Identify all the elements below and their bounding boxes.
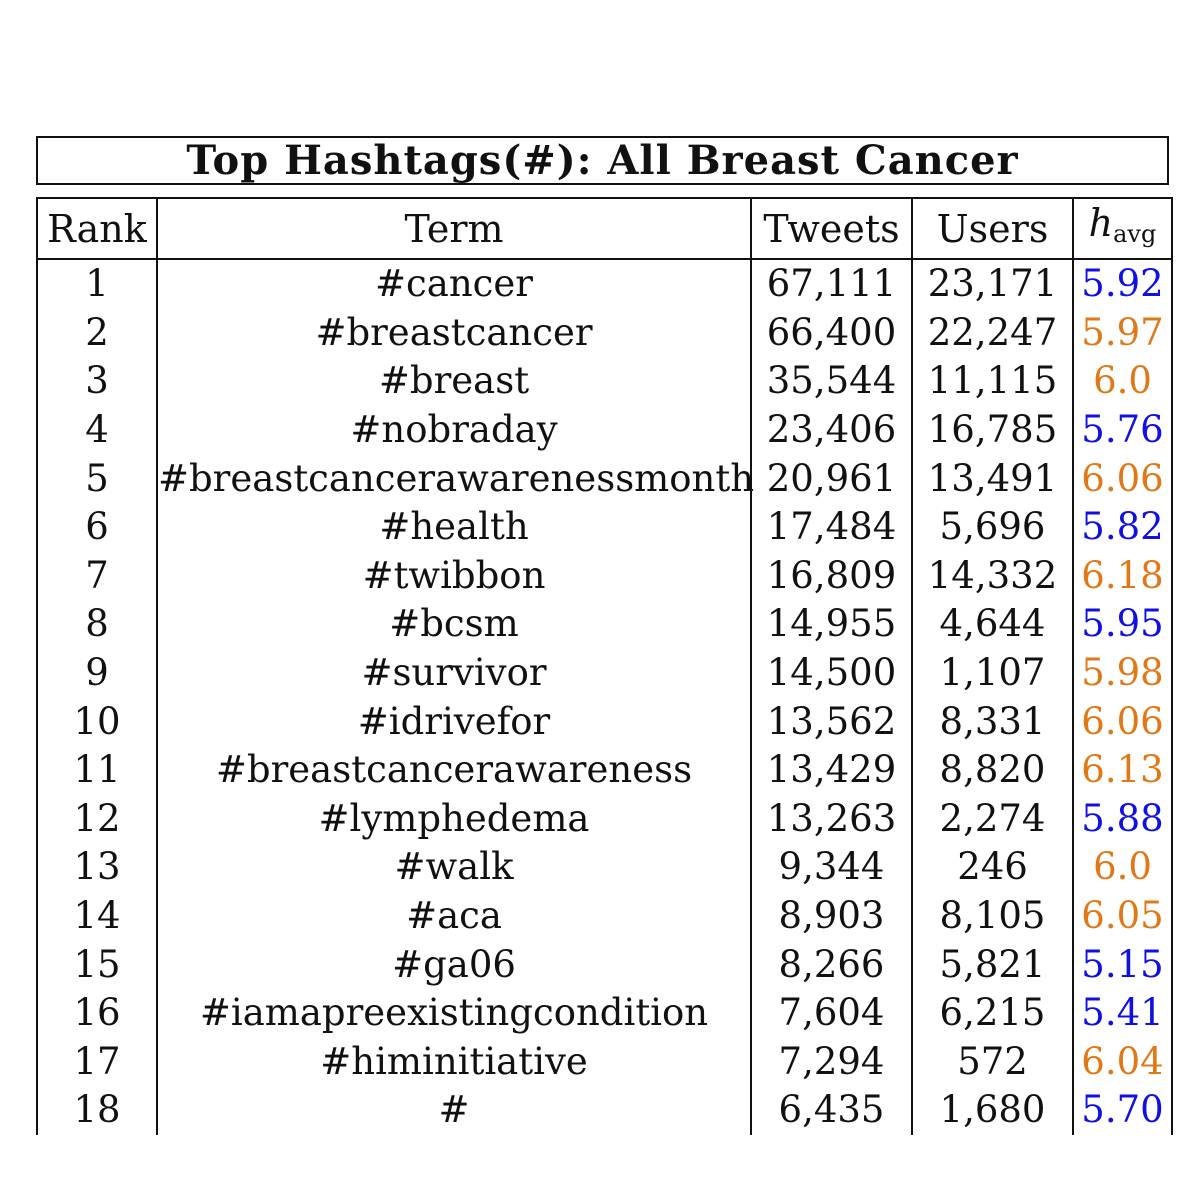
rank-cell: 11 — [37, 746, 157, 795]
rank-cell: 8 — [37, 600, 157, 649]
tweets-cell: 17,484 — [751, 503, 912, 552]
tweets-cell: 7,294 — [751, 1038, 912, 1087]
term-cell: #aca — [157, 892, 751, 941]
table-row — [37, 309, 1172, 358]
tweets-cell: 7,604 — [751, 989, 912, 1038]
havg-cell: 6.0 — [1073, 357, 1172, 406]
table-row — [37, 697, 1172, 746]
tweets-cell: 67,111 — [751, 259, 912, 309]
table-row — [37, 1086, 1172, 1135]
rank-cell: 9 — [37, 649, 157, 698]
tweets-cell: 8,903 — [751, 892, 912, 941]
table-row — [37, 940, 1172, 989]
table-row — [37, 1038, 1172, 1087]
term-cell: #survivor — [157, 649, 751, 698]
tweets-cell: 16,809 — [751, 552, 912, 601]
hashtag-table — [36, 197, 1173, 1135]
rank-cell: 12 — [37, 795, 157, 844]
table-body — [37, 259, 1172, 1135]
users-cell: 1,680 — [912, 1086, 1073, 1135]
users-cell: 5,696 — [912, 503, 1073, 552]
table-row — [37, 989, 1172, 1038]
users-cell: 2,274 — [912, 795, 1073, 844]
users-cell: 8,820 — [912, 746, 1073, 795]
term-cell: #idrivefor — [157, 697, 751, 746]
users-cell: 22,247 — [912, 309, 1073, 358]
term-cell: #cancer — [157, 259, 751, 309]
rank-cell: 14 — [37, 892, 157, 941]
havg-cell: 5.92 — [1073, 259, 1172, 309]
rank-cell: 18 — [37, 1086, 157, 1135]
users-cell: 8,105 — [912, 892, 1073, 941]
users-cell: 8,331 — [912, 697, 1073, 746]
havg-cell: 5.82 — [1073, 503, 1172, 552]
tweets-cell: 13,263 — [751, 795, 912, 844]
rank-cell: 15 — [37, 940, 157, 989]
users-cell: 5,821 — [912, 940, 1073, 989]
term-cell: #breastcancerawarenessmonth — [157, 454, 751, 503]
header-tweets: Tweets — [751, 198, 912, 259]
havg-cell: 5.97 — [1073, 309, 1172, 358]
users-cell: 246 — [912, 843, 1073, 892]
table-row — [37, 406, 1172, 455]
havg-cell: 5.41 — [1073, 989, 1172, 1038]
havg-cell: 6.06 — [1073, 454, 1172, 503]
havg-symbol: h — [1088, 201, 1114, 245]
users-cell: 4,644 — [912, 600, 1073, 649]
users-cell: 23,171 — [912, 259, 1073, 309]
tweets-cell: 14,955 — [751, 600, 912, 649]
tweets-cell: 14,500 — [751, 649, 912, 698]
havg-cell: 6.04 — [1073, 1038, 1172, 1087]
tweets-cell: 35,544 — [751, 357, 912, 406]
users-cell: 14,332 — [912, 552, 1073, 601]
rank-cell: 1 — [37, 259, 157, 309]
users-cell: 1,107 — [912, 649, 1073, 698]
table-row — [37, 259, 1172, 309]
header-term: Term — [157, 198, 751, 259]
term-cell: #ga06 — [157, 940, 751, 989]
tweets-cell: 8,266 — [751, 940, 912, 989]
term-cell: # — [157, 1086, 751, 1135]
tweets-cell: 66,400 — [751, 309, 912, 358]
table-row — [37, 649, 1172, 698]
hashtag-table-container — [36, 197, 1171, 1132]
users-cell: 16,785 — [912, 406, 1073, 455]
term-cell: #iamapreexistingcondition — [157, 989, 751, 1038]
havg-cell: 5.15 — [1073, 940, 1172, 989]
term-cell: #bcsm — [157, 600, 751, 649]
rank-cell: 7 — [37, 552, 157, 601]
rank-cell: 4 — [37, 406, 157, 455]
table-row — [37, 892, 1172, 941]
table-row — [37, 600, 1172, 649]
term-cell: #breast — [157, 357, 751, 406]
term-cell: #breastcancerawareness — [157, 746, 751, 795]
term-cell: #breastcancer — [157, 309, 751, 358]
table-row — [37, 503, 1172, 552]
tweets-cell: 6,435 — [751, 1086, 912, 1135]
term-cell: #twibbon — [157, 552, 751, 601]
users-cell: 13,491 — [912, 454, 1073, 503]
havg-cell: 6.0 — [1073, 843, 1172, 892]
term-cell: #health — [157, 503, 751, 552]
table-row — [37, 454, 1172, 503]
tweets-cell: 20,961 — [751, 454, 912, 503]
tweets-cell: 13,562 — [751, 697, 912, 746]
havg-cell: 5.76 — [1073, 406, 1172, 455]
havg-cell: 6.18 — [1073, 552, 1172, 601]
havg-cell: 5.88 — [1073, 795, 1172, 844]
table-row — [37, 357, 1172, 406]
rank-cell: 17 — [37, 1038, 157, 1087]
havg-cell: 5.98 — [1073, 649, 1172, 698]
users-cell: 6,215 — [912, 989, 1073, 1038]
table-row — [37, 795, 1172, 844]
havg-cell: 6.13 — [1073, 746, 1172, 795]
havg-subscript: avg — [1113, 220, 1157, 248]
tweets-cell: 9,344 — [751, 843, 912, 892]
table-row — [37, 843, 1172, 892]
header-row — [37, 198, 1172, 259]
rank-cell: 10 — [37, 697, 157, 746]
rank-cell: 6 — [37, 503, 157, 552]
term-cell: #walk — [157, 843, 751, 892]
users-cell: 572 — [912, 1038, 1073, 1087]
rank-cell: 3 — [37, 357, 157, 406]
tweets-cell: 13,429 — [751, 746, 912, 795]
term-cell: #himinitiative — [157, 1038, 751, 1087]
table-row — [37, 746, 1172, 795]
header-users: Users — [912, 198, 1073, 259]
header-havg — [1073, 198, 1172, 259]
table-row — [37, 552, 1172, 601]
term-cell: #nobraday — [157, 406, 751, 455]
havg-cell: 5.70 — [1073, 1086, 1172, 1135]
rank-cell: 2 — [37, 309, 157, 358]
havg-cell: 5.95 — [1073, 600, 1172, 649]
havg-cell: 6.06 — [1073, 697, 1172, 746]
havg-cell: 6.05 — [1073, 892, 1172, 941]
rank-cell: 13 — [37, 843, 157, 892]
rank-cell: 5 — [37, 454, 157, 503]
table-title: Top Hashtags(#): All Breast Cancer — [36, 136, 1169, 185]
term-cell: #lymphedema — [157, 795, 751, 844]
header-rank: Rank — [37, 198, 157, 259]
rank-cell: 16 — [37, 989, 157, 1038]
tweets-cell: 23,406 — [751, 406, 912, 455]
users-cell: 11,115 — [912, 357, 1073, 406]
